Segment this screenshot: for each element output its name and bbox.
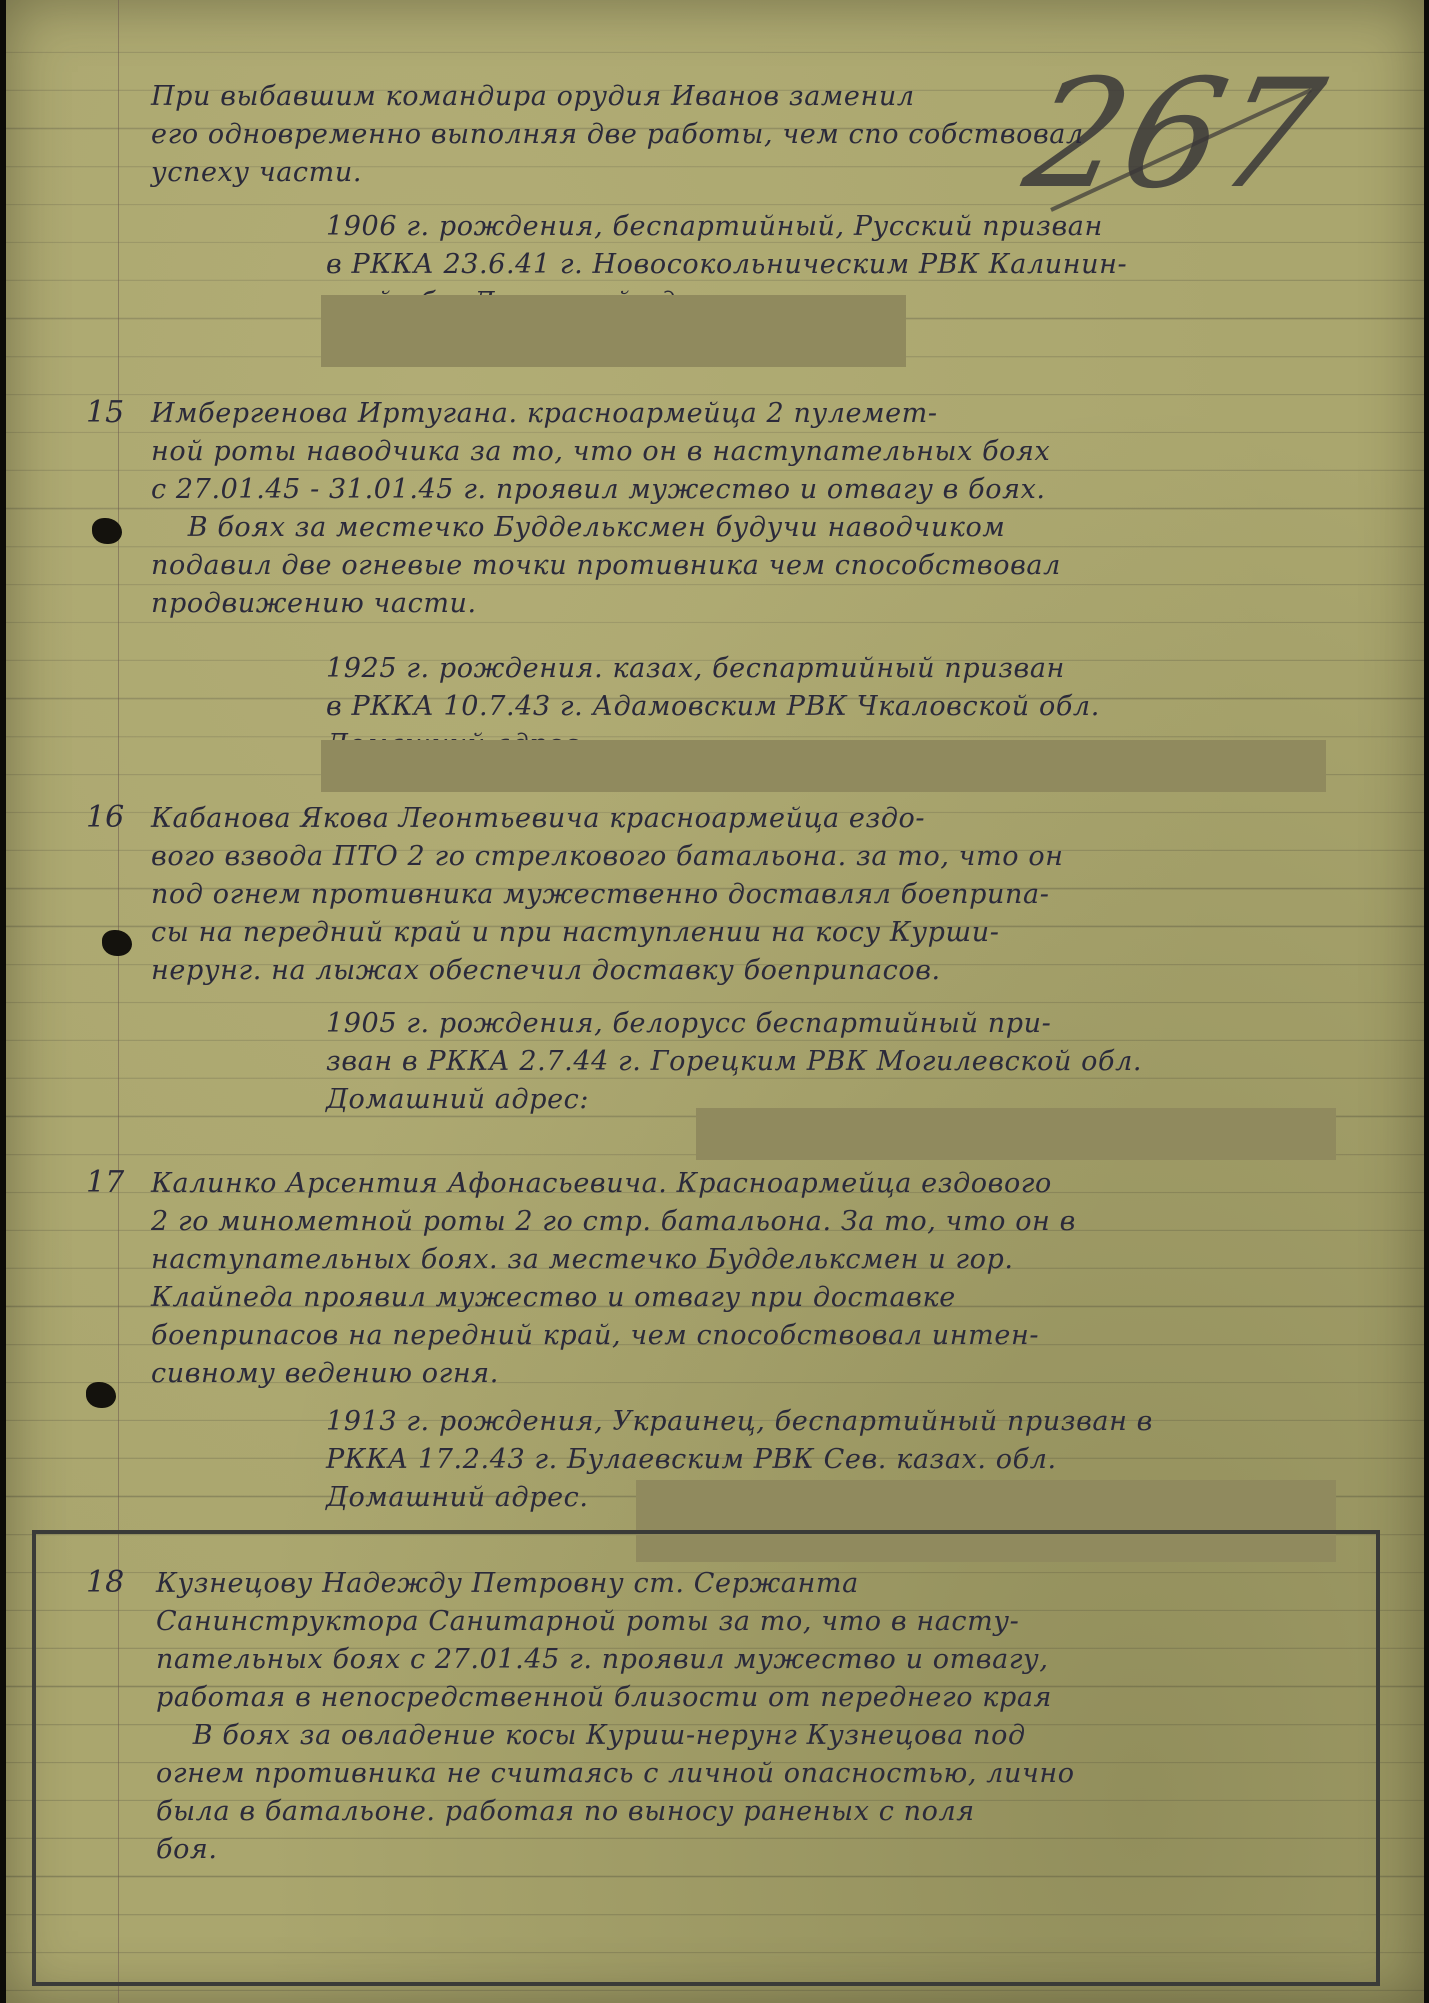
entry-number: 17 [86, 1165, 125, 1200]
entry-text: Кабанова Якова Леонтьевича красноармейца ездо- вого взвода ПТО 2 го стрелкового батальона. за то, что он под огнем противника мужественно доставлял боеприпа- сы на передний край и при наступлении на косу Курши- нерунг. на лыжах обеспечил доставку боеприпасов. [151, 803, 1064, 986]
punch-hole [86, 1382, 116, 1408]
entry-number: 18 [86, 1565, 125, 1600]
entry-text: Кузнецову Надежду Петровну ст. Сержанта Санинструктора Санитарной роты за то, что в насту- пательных боях с 27.01.45 г. проявил мужество и отвагу, работая в непосредственной близости от переднего края В боях за овладение косы Куриш-нерунг Кузнецова под огнем противника не считаясь с личной опасностью, лично была в батальоне. работая по выносу раненых с поля боя. [156, 1568, 1075, 1865]
entry-bio: 1906 г. рождения, беспартийный, Русский призван в РККА 23.6.41 г. Новосокольническим РВК Калинин- [326, 211, 1128, 280]
punch-hole [92, 518, 122, 544]
entry-bio: 1925 г. рождения. казах, беспартийный призван в РККА 10.7.43 г. Адамовским РВК Чкаловской обл. [326, 653, 1100, 722]
entry-number: 16 [86, 800, 125, 835]
redacted-address [321, 295, 906, 367]
entry-bio: 1905 г. рождения, белорусс беспартийный при- зван в РККА 2.7.44 г. Горецким РВК Могилевской обл. Домашний адрес: [326, 1008, 1143, 1115]
punch-hole [102, 930, 132, 956]
page-number-text: 267 [1012, 48, 1336, 222]
redacted-address [321, 740, 1326, 792]
entry-text: При выбавшим командира орудия Иванов заменил его одновременно выполняя две работы, чем спо собствовал успеху части. [151, 81, 1084, 188]
redacted-address [696, 1108, 1336, 1160]
highlight-frame [32, 1530, 1380, 1986]
entry-text: Калинко Арсентия Афонасьевича. Красноармейца ездового 2 го минометной роты 2 го стр. батальона. За то, что он в наступательных боях. за местечко Буддельксмен и гор. Клайпеда проявил мужество и отвагу при доставке боеприпасов на передний край, чем способствовал интен- сивному ведению огня. [151, 1168, 1076, 1389]
entry-number: 15 [86, 395, 125, 430]
entry-text: Имбергенова Иртугана. красноармейца 2 пулемет- ной роты наводчика за то, что он в наступательных боях с 27.01.45 - 31.01.45 г. проявил мужество и отвагу в боях. В боях за местечко Буддельксмен будучи наводчиком подавил две огневые точки противника чем способствовал продвижению части. [151, 398, 1061, 619]
entry-bio: 1913 г. рождения, Украинец, беспартийный призван в РККА 17.2.43 г. Булаевским РВК Сев. казах. обл. Домашний адрес. [326, 1406, 1153, 1513]
